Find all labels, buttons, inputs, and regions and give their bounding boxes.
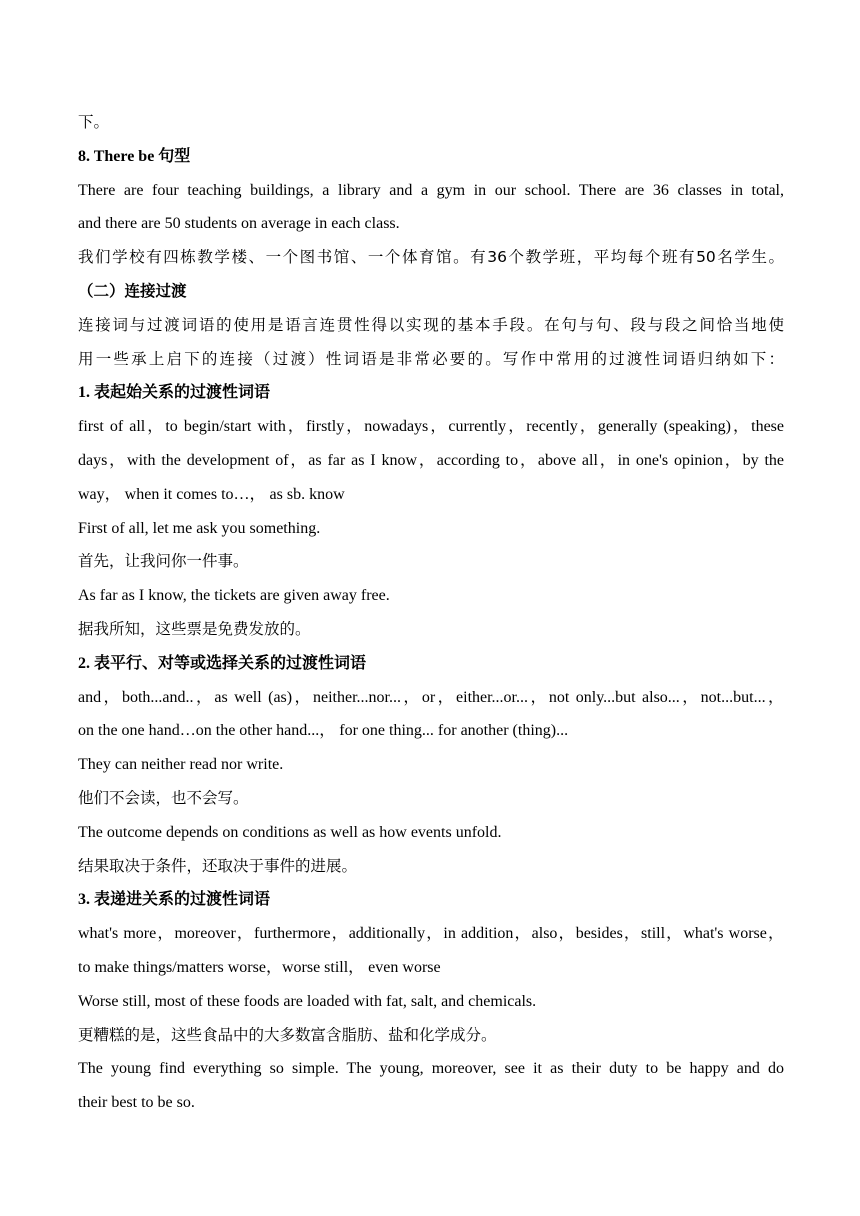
section-heading: （二）连接过渡 (78, 281, 187, 300)
text-line: 我们学校有四栋教学楼、一个图书馆、一个体育馆。有36个教学班，平均每个班有50名学生。 (78, 248, 784, 267)
section-heading: 3. 表递进关系的过渡性词语 (78, 891, 271, 909)
text-line: 结果取决于条件，还取决于事件的进展。 (78, 856, 358, 875)
text-line: way， when it comes to…， as sb. know (78, 485, 345, 503)
text-line: They can neither read nor write. (78, 756, 284, 774)
document-body (78, 106, 784, 1120)
section-heading: 2. 表平行、对等或选择关系的过渡性词语 (78, 654, 367, 672)
text-line: The young find everything so simple. The young, moreover, see it as their duty to be happy and do (78, 1060, 784, 1078)
section-heading: 8. There be 句型 (78, 147, 191, 165)
text-line: The outcome depends on conditions as well as how events unfold. (78, 823, 502, 841)
text-line: 更糟糕的是，这些食品中的大多数富含脂肪、盐和化学成分。 (78, 1025, 497, 1044)
text-line: 连接词与过渡词语的使用是语言连贯性得以实现的基本手段。在句与句、段与段之间恰当地使 (78, 315, 784, 334)
text-line: and，both...and..，as well (as)，neither...nor...，or，either...or...，not only...but also...，not...but...， (78, 688, 785, 706)
text-line: days，with the development of，as far as I know，according to，above all，in one's opinion，by the (78, 451, 784, 469)
text-line: first of all，to begin/start with，firstly，nowadays，currently，recently，generally (speaking)，these (78, 418, 784, 436)
text-line: 首先，让我问你一件事。 (78, 552, 249, 571)
text-line: on the one hand…on the other hand...， for one thing... for another (thing)... (78, 722, 569, 740)
text-line: to make things/matters worse，worse still， even worse (78, 958, 441, 976)
text-line: There are four teaching buildings, a library and a gym in our school. There are 36 classes in total, (78, 181, 784, 199)
text-line: As far as I know, the tickets are given away free. (78, 587, 390, 605)
text-line: Worse still, most of these foods are loaded with fat, salt, and chemicals. (78, 992, 537, 1010)
text-line: 据我所知，这些票是免费发放的。 (78, 619, 311, 638)
text-line: their best to be so. (78, 1094, 195, 1112)
text-line: 他们不会读，也不会写。 (78, 788, 249, 807)
text-line: 用一些承上启下的连接（过渡）性词语是非常必要的。写作中常用的过渡性词语归纳如下： (78, 349, 784, 368)
text-line: 下。 (78, 113, 110, 131)
text-line: First of all, let me ask you something. (78, 519, 321, 537)
text-line: what's more，moreover，furthermore，additionally，in addition，also，besides，still，what's worse， (78, 925, 784, 943)
text-line: and there are 50 students on average in each class. (78, 215, 400, 233)
section-heading: 1. 表起始关系的过渡性词语 (78, 384, 271, 402)
